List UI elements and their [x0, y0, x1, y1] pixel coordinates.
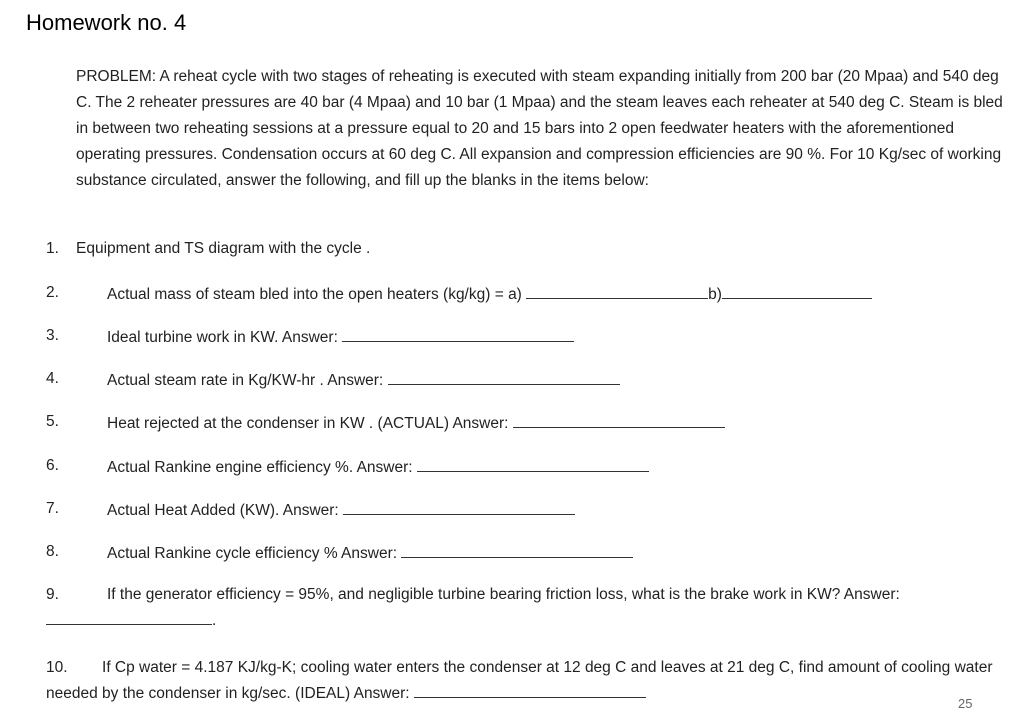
item-text-wrap: [107, 500, 575, 520]
page-title: Homework no. 4: [26, 10, 187, 35]
answer-blank[interactable]: [343, 500, 575, 515]
item-text-wrap: [107, 543, 633, 563]
item-number: 1.: [46, 240, 59, 257]
item9-tail: .: [212, 612, 217, 629]
item-number: 2.: [46, 284, 59, 301]
item-text-wrap: [107, 284, 872, 304]
item-text-wrap: [107, 327, 574, 347]
item-text: Actual mass of steam bled into the open heaters (kg/kg) = a): [107, 286, 522, 303]
item-text: Actual Rankine engine efficiency %. Answer:: [107, 459, 413, 476]
answer-blank[interactable]: [401, 543, 633, 558]
answer-blank-a[interactable]: [526, 284, 708, 299]
item-number: 3.: [46, 327, 59, 344]
item-text-b: b): [708, 286, 722, 303]
item-text-wrap: [107, 370, 620, 390]
item-text: Equipment and TS diagram with the cycle .: [76, 240, 371, 257]
item-number: 7.: [46, 500, 59, 517]
answer-blank[interactable]: [513, 413, 725, 428]
item9-answer-line: [46, 610, 216, 630]
answer-blank[interactable]: [342, 327, 574, 342]
item-number: 8.: [46, 543, 59, 560]
item-number: 4.: [46, 370, 59, 387]
item-number: 9.: [46, 586, 59, 603]
item-text: Ideal turbine work in KW. Answer:: [107, 329, 338, 346]
problem-statement: PROBLEM: A reheat cycle with two stages of reheating is executed with steam expanding initially from 200 bar (20 Mpaa) and 540 deg C. The 2 reheater pressures are 40 bar (4 Mpaa) and 10 bar (1 Mpaa) and the steam leaves each reheater at 540 deg C. Steam is bled in between two reheating sessions at a pressure equal to 20 and 15 bars into 2 open feedwater heaters with the aforementioned operating pressures. Condensation occurs at 60 deg C. All expansion and compression efficiencies are 90 %. For 10 Kg/sec of working substance circulated, answer the following, and fill up the blanks in the items below:: [76, 68, 1003, 189]
answer-blank[interactable]: [46, 610, 212, 625]
item-text: Actual Heat Added (KW). Answer:: [107, 502, 339, 519]
item-text: If Cp water = 4.187 KJ/kg-K; cooling water enters the condenser at 12 deg C and leaves at 21 deg C, find amount of cooling water needed by the condenser in kg/sec. (IDEAL) Answer:: [46, 659, 993, 702]
answer-blank[interactable]: [388, 370, 620, 385]
item-text: Actual Rankine cycle efficiency % Answer:: [107, 545, 398, 562]
list-item: [46, 655, 1006, 707]
answer-blank[interactable]: [414, 683, 646, 698]
item-number: 5.: [46, 413, 59, 430]
answer-blank[interactable]: [417, 457, 649, 472]
item-text: Actual steam rate in Kg/KW-hr . Answer:: [107, 372, 384, 389]
answer-blank-b[interactable]: [722, 284, 872, 299]
item-text: If the generator efficiency = 95%, and negligible turbine bearing friction loss, what is the brake work in KW? Answer:: [107, 586, 900, 603]
item-number: 10.: [46, 659, 68, 676]
item-text: Heat rejected at the condenser in KW . (ACTUAL) Answer:: [107, 415, 509, 432]
page-number: 25: [958, 696, 973, 711]
item-number: 6.: [46, 457, 59, 474]
item-text-wrap: [107, 457, 649, 477]
item-text-wrap: [107, 413, 725, 433]
